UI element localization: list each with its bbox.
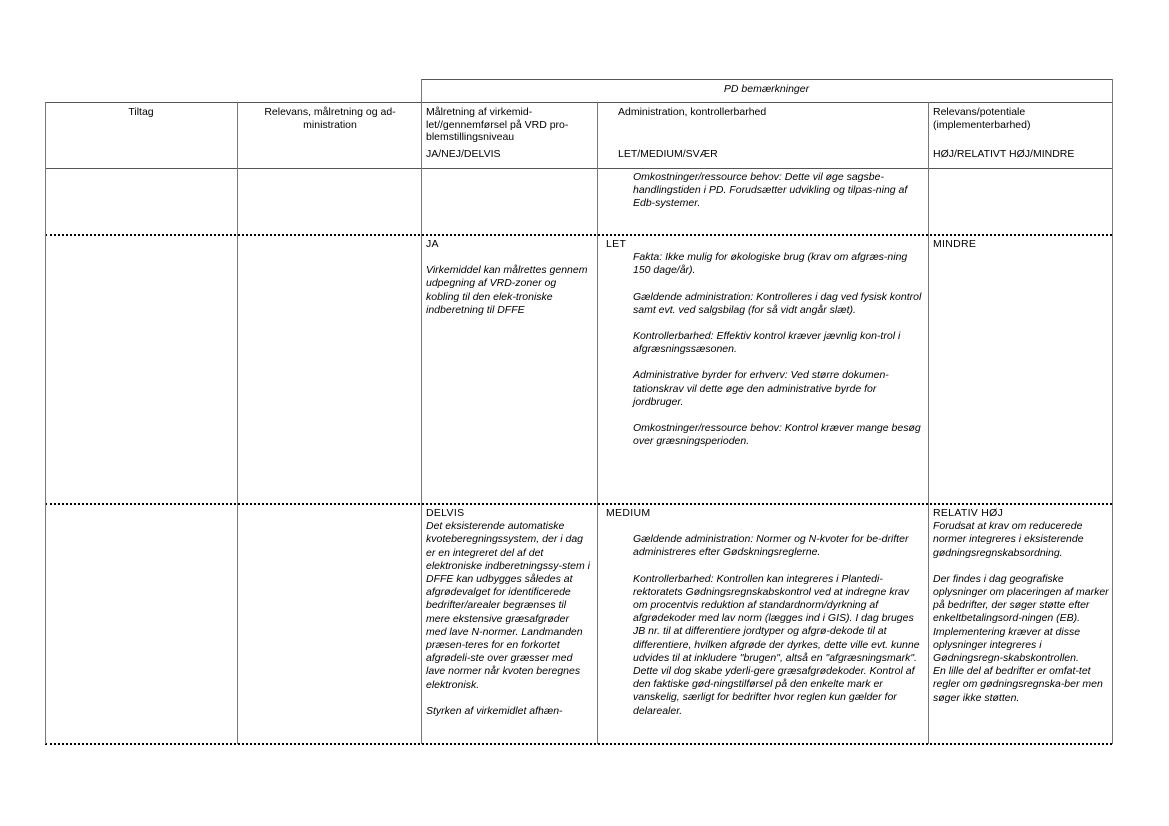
row-3-maalretning-cell [426,507,592,731]
row-3-administration-text-1: Gældende administration: Normer og N-kvoter for be-drifter administreres efter Gødskningsreglerne. [633,533,909,559]
header-bottom-border [45,168,1112,169]
group-header-label: PD bemærkninger [723,83,810,95]
column-header-maalretning: Målretning af virkemid-let//gennemførsel på VRD pro-blemstillingsniveau [426,106,569,143]
row-2-administration-text-3: Kontrollerbarhed: Effektiv kontrol kræver jævnlig kon-trol i afgræsningssæsonen. [633,330,901,356]
row-2-maalretning-rating: JA [426,238,439,250]
col-divider-5 [1112,79,1113,744]
table-bottom-border [45,743,1112,745]
row-1-administration-text: Omkostninger/ressource behov: Dette vil øge sagsbe-handlingstiden i PD. Forudsætter udvikling og tilpas-ning af Edb-systemer. [633,171,908,210]
row-2-maalretning-cell [426,238,592,330]
column-header-tiltag: Tiltag [128,106,154,118]
row-3-maalretning-text-2: Styrken af virkemidlet afhæn- [426,704,563,717]
col-divider-1 [237,102,238,744]
row-2-administration-text-2: Gældende administration: Kontrolleres i dag ved fysisk kontrol samt evt. ved salgsbilag (for så vidt angår slæt). [633,290,922,316]
row-3-administration-text-2: Kontrollerbarhed: Kontrollen kan integreres i Plantedi-rektoratets Gødningsregnskabskontrol ved at indregne krav om procentvis reduktion af standardnorm/dyrkning af afgrødekoder med lav norm (lægges ind i GIS). I dag bruges JB nr. til at differentiere jordtyper og afgrø-dekode til at differentiere, hvilken afgrøde der dyrkes, dette ville evt. kunne udvides til at inkludere "brugen", altså en "afgræsningsmark". Dette vil dog skabe yderli-gere græsafgrødekoder. Kontrol af den faktiske gød-ningstilførsel på den enkelte mark er vanskelig, særligt for bedrifter hvor reglen kun gælder for delarealer. [633,572,920,717]
col-divider-0 [45,102,46,744]
column-header-maalretning-scale: JA/NEJ/DELVIS [426,148,501,160]
row-divider-1 [45,234,1112,236]
group-header-top-border [421,79,1112,80]
row-2-administration-cell [606,238,924,461]
row-2-administration-text-4: Administrative byrder for erhverv: Ved større dokumen-tationskrav vil dette øge den administrative byrde for jordbruger. [633,369,889,408]
col-divider-4 [928,102,929,744]
row-3-maalretning-rating: DELVIS [426,507,465,519]
row-3-administration-cell [606,507,924,731]
row-1-administration-cell [633,171,923,224]
column-header-relevans: Relevans, målretning og ad-ministration [264,106,396,131]
row-2-potentiale-cell [933,238,1109,251]
row-3-administration-rating: MEDIUM [606,507,651,519]
row-3-potentiale-text-2: Der findes i dag geografiske oplysninger om placeringen af marker på bedrifter, der søger støtte efter enkeltbetalingsord-ningen (EB). Implementering kræver at disse oplysninger integreres i Gødningsregn-skabskontrollen. [933,572,1109,665]
row-divider-2 [45,503,1112,505]
column-header-administration-scale: LET/MEDIUM/SVÆR [618,148,718,160]
row-3-potentiale-text-1: Forudsat at krav om reducerede normer integreres i eksisterende gødningsregnskabsordning. [933,520,1084,559]
row-2-administration-text-1: Fakta: Ikke mulig for økologiske brug (krav om afgræs-ning 150 dage/år). [633,251,908,277]
header-top-border [45,102,1112,103]
column-header-potentiale-scale: HØJ/RELATIVT HØJ/MINDRE [933,148,1075,160]
row-3-potentiale-cell [933,507,1109,718]
row-3-potentiale-text-3: En lille del af bedrifter er omfat-tet regler om gødningsregnska-ber men søger ikke støtten. [933,665,1103,704]
row-3-potentiale-rating: RELATIV HØJ [933,507,1004,519]
column-header-potentiale: Relevans/potentiale (implementerbarhed) [933,106,1031,131]
col-divider-2 [421,79,422,744]
col-divider-3 [597,102,598,744]
row-2-potentiale-rating: MINDRE [933,238,977,250]
column-header-administration: Administration, kontrollerbarhed [618,106,767,118]
row-2-maalretning-text: Virkemiddel kan målrettes gennem udpegning af VRD-zoner og kobling til den elek-troniske indberetning til DFFE [426,264,588,316]
row-2-administration-text-5: Omkostninger/ressource behov: Kontrol kræver mange besøg over græsningsperioden. [633,422,921,448]
row-3-maalretning-text-1: Det eksisterende automatiske kvoteberegningssystem, der i dag er en integreret del af det elektroniske indberetningssy-stem i DFFE kan udbygges således at afgrødevalget for identificerede bedrifter/arealer begrænses til mere ekstensive græsafgrøder med lave N-normer. Landmanden præsen-teres for en forkortet afgrødeli-ste over græsser med lave normer når kvoten beregnes elektronisk. [426,520,590,691]
row-2-administration-rating: LET [606,238,627,250]
